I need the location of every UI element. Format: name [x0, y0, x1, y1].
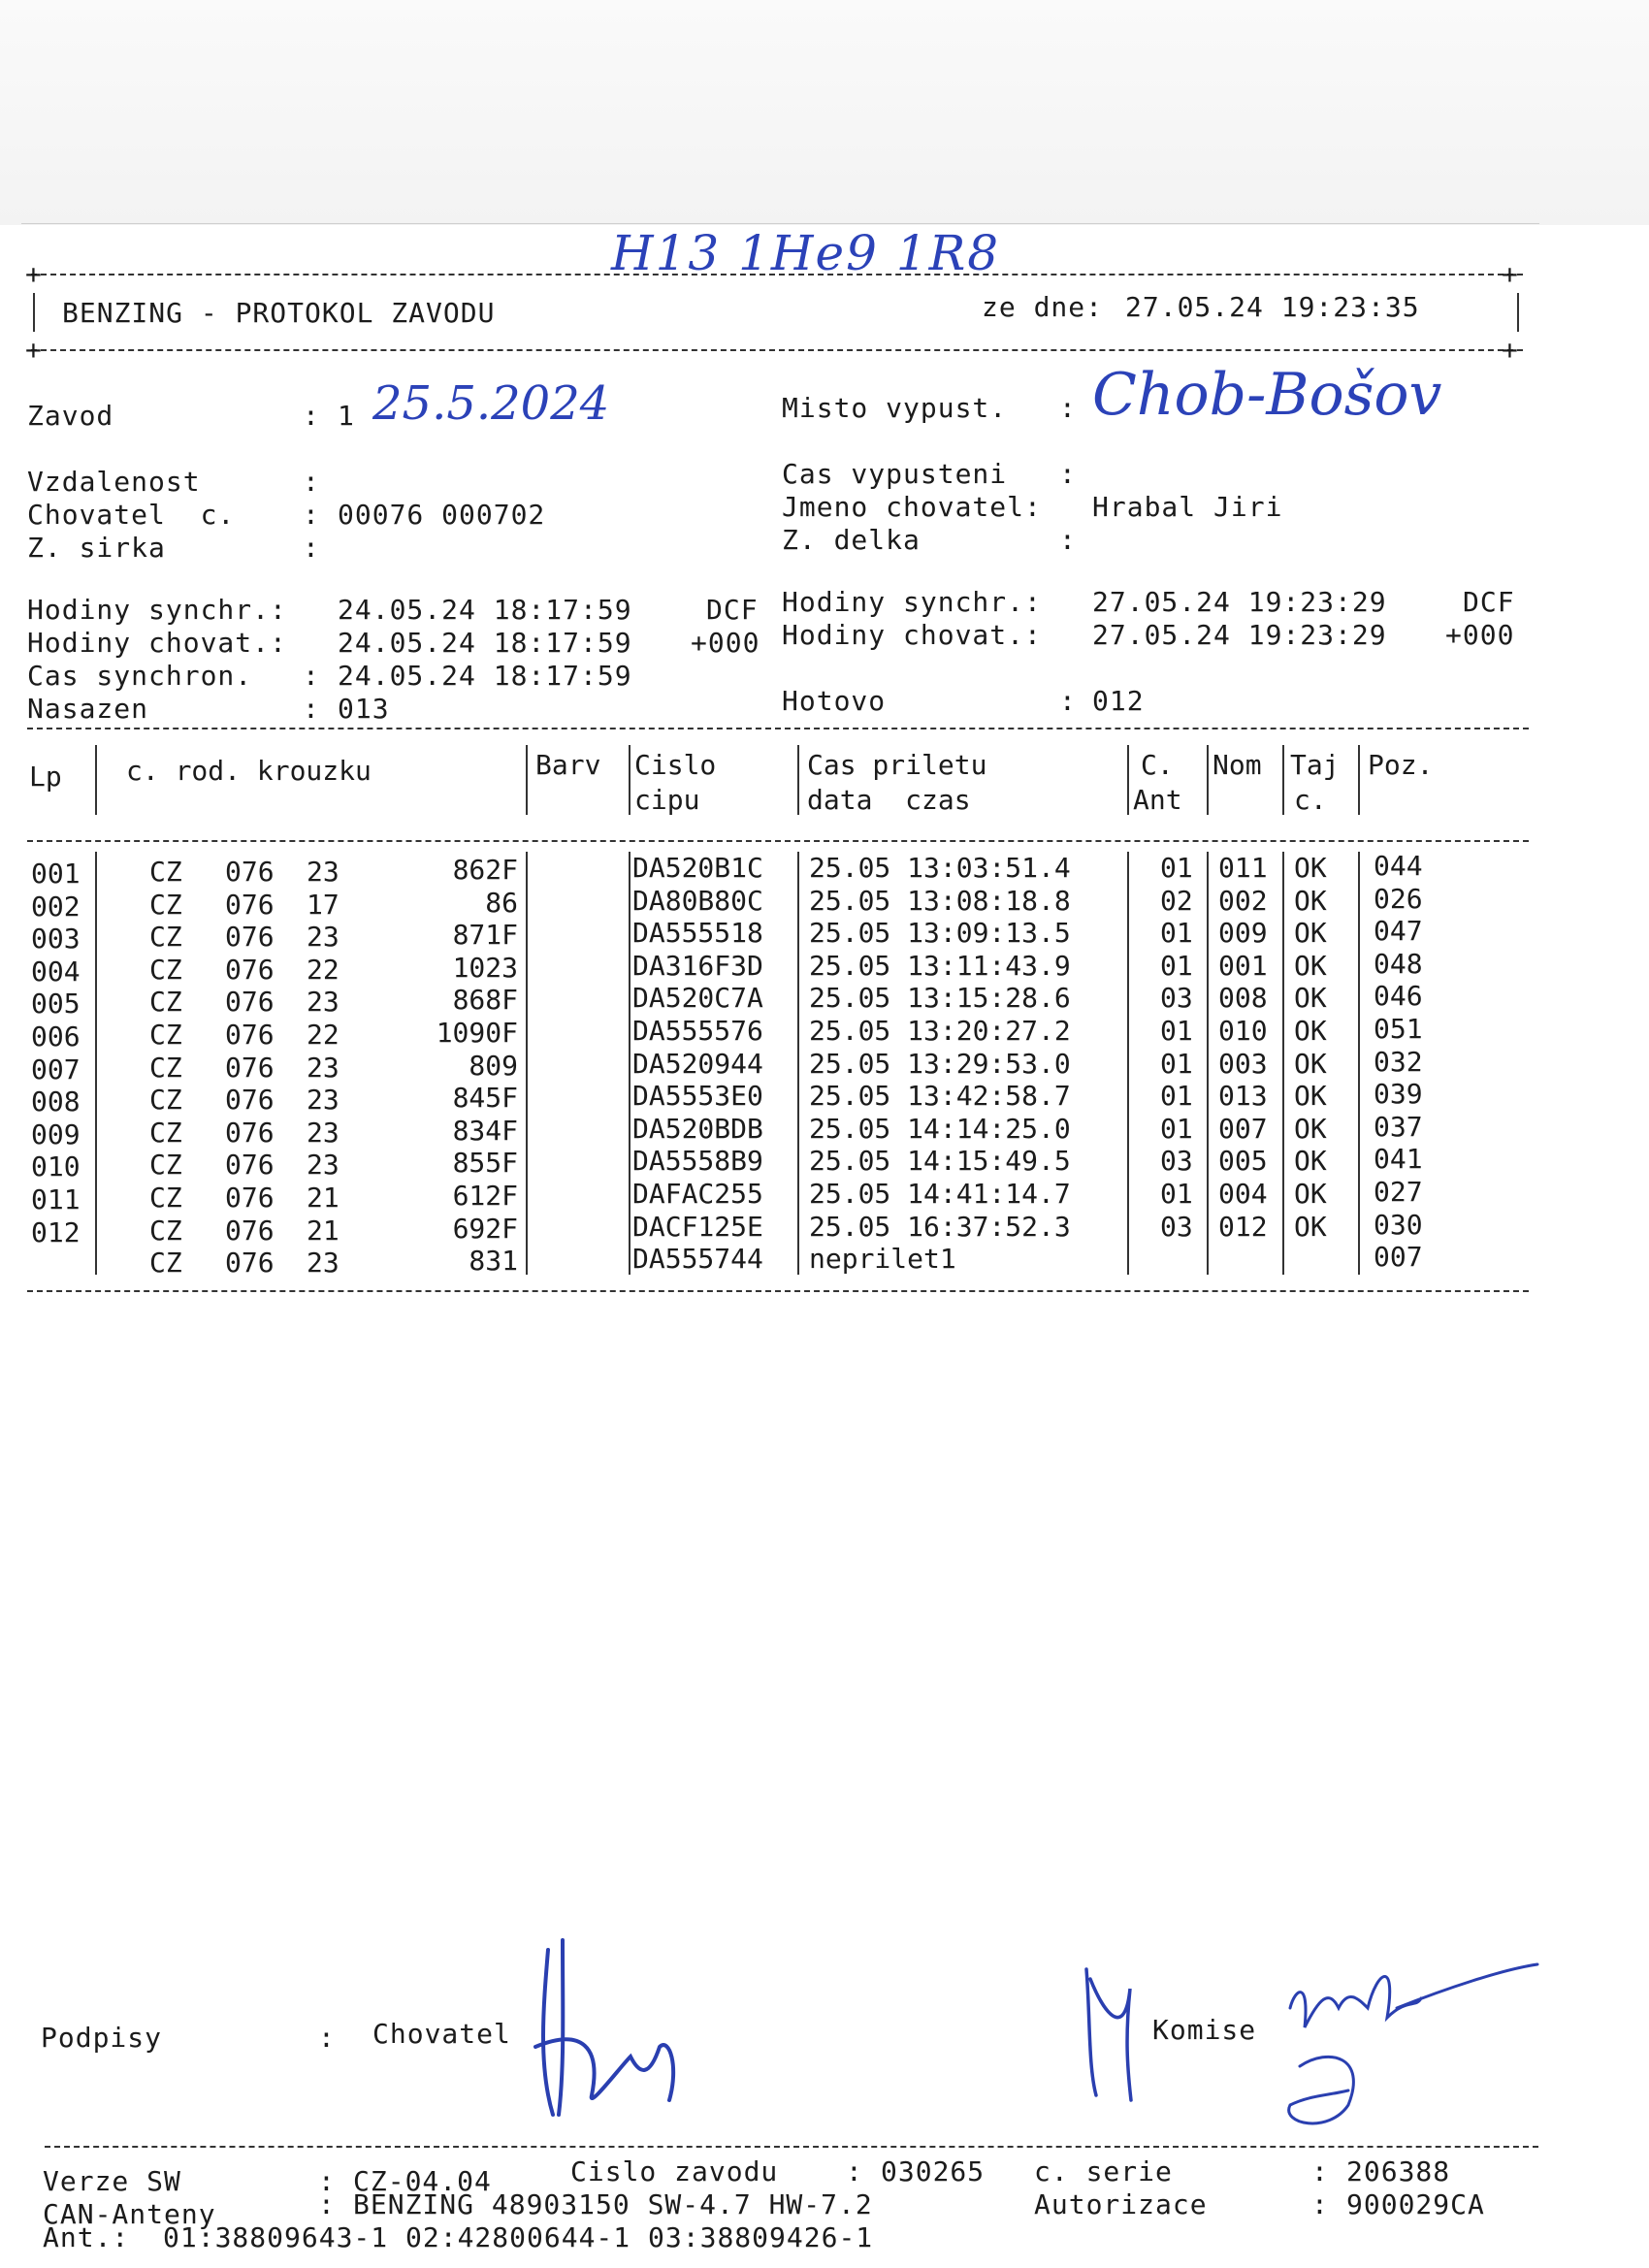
row-ring: 831 [469, 1245, 518, 1277]
row-poz: 041 [1374, 1143, 1423, 1175]
row-ring: 871F [452, 919, 518, 951]
header-lp: Lp [29, 761, 62, 793]
zsirka-colon: : [303, 532, 320, 564]
ant-label: Ant.: [43, 2221, 130, 2253]
row-ant: 01 [1160, 950, 1193, 982]
row-country: CZ [149, 1084, 182, 1116]
nasazen-value: 013 [338, 693, 390, 725]
row-lp: 007 [31, 1053, 81, 1085]
table-col-sep-2 [526, 745, 528, 815]
row-ring: 862F [452, 854, 518, 886]
row-ant: 01 [1160, 1015, 1193, 1047]
row-ant: 02 [1160, 885, 1193, 917]
misto-label: Misto vypust. [782, 392, 1008, 424]
row-poz: 030 [1374, 1209, 1423, 1241]
commission-signature [1251, 1950, 1552, 2144]
row-time: 25.05 13:08:18.8 [809, 885, 1071, 917]
header-taj2: c. [1294, 784, 1327, 816]
table-col-sep-5 [1127, 745, 1129, 815]
table-rule-2 [27, 840, 1529, 842]
row-time: neprilet1 [809, 1243, 956, 1275]
nasazen-colon: : [303, 693, 320, 725]
right-chovat-label: Hodiny chovat.: [782, 619, 1042, 651]
header-chip1: Cislo [634, 749, 717, 781]
podpisy-colon: : [318, 2022, 336, 2054]
row-org: 076 [225, 1019, 275, 1051]
table-col-sep-body-7 [1282, 852, 1284, 1275]
ant-value: 01:38809643-1 02:42800644-1 03:38809426-1 [163, 2221, 874, 2253]
misto-value: Chob-Bošov [1092, 361, 1442, 429]
row-taj: OK [1294, 917, 1327, 949]
header-poz: Poz. [1368, 749, 1434, 781]
row-time: 25.05 13:11:43.9 [809, 950, 1071, 982]
cas-vypusteni-label: Cas vypusteni [782, 458, 1008, 490]
row-year: 23 [307, 1247, 340, 1279]
row-ant: 01 [1160, 917, 1193, 949]
chovatel-colon: : [303, 499, 320, 531]
header-ant2: Ant [1133, 784, 1182, 816]
vzdalenost-label: Vzdalenost [27, 466, 201, 498]
autorizace-label: Autorizace [1034, 2188, 1208, 2220]
row-year: 23 [307, 1052, 340, 1084]
row-year: 21 [307, 1215, 340, 1247]
row-lp: 012 [31, 1216, 81, 1248]
row-time: 25.05 13:15:28.6 [809, 982, 1071, 1014]
row-ring: 692F [452, 1213, 518, 1245]
vzdalenost-colon: : [303, 466, 320, 498]
row-org: 076 [225, 1084, 275, 1116]
row-lp: 002 [31, 891, 81, 923]
row-org: 076 [225, 1052, 275, 1084]
table-col-sep-body-5 [1127, 852, 1129, 1275]
row-chip: DA555744 [632, 1243, 763, 1275]
row-country: CZ [149, 1149, 182, 1181]
row-chip: DA520C7A [632, 982, 763, 1014]
zavod-value: 1 [338, 400, 355, 432]
row-chip: DA520944 [632, 1048, 763, 1080]
left-chovat-label: Hodiny chovat.: [27, 627, 287, 659]
row-year: 23 [307, 1149, 340, 1181]
can-colon: : [318, 2188, 336, 2220]
autorizace-value: 900029CA [1346, 2188, 1485, 2220]
left-synchr-value: 24.05.24 18:17:59 [338, 594, 632, 626]
row-country: CZ [149, 1247, 182, 1279]
hotovo-value: 012 [1092, 685, 1145, 717]
header-ant1: C. [1141, 749, 1174, 781]
row-time: 25.05 14:15:49.5 [809, 1145, 1071, 1177]
row-chip: DA5558B9 [632, 1145, 763, 1177]
row-ring: 1090F [436, 1017, 518, 1049]
verze-value: CZ-04.04 [353, 2165, 492, 2197]
right-synchr-tag: DCF [1463, 586, 1515, 618]
cas-vypusteni-colon: : [1059, 458, 1077, 490]
row-lp: 010 [31, 1150, 81, 1183]
row-country: CZ [149, 889, 182, 921]
table-col-sep-4 [797, 745, 799, 815]
report-date-value: 27.05.24 19:23:35 [1125, 291, 1420, 323]
row-ring: 809 [469, 1050, 518, 1082]
cislo-label: Cislo zavodu [570, 2155, 779, 2187]
table-col-sep-body-3 [629, 852, 630, 1275]
row-org: 076 [225, 1149, 275, 1181]
header-bottom-rule [31, 349, 1523, 351]
row-country: CZ [149, 1019, 182, 1051]
row-nom: 010 [1218, 1015, 1268, 1047]
row-org: 076 [225, 1182, 275, 1214]
row-country: CZ [149, 1182, 182, 1214]
serie-label: c. serie [1034, 2155, 1173, 2187]
row-nom: 003 [1218, 1048, 1268, 1080]
row-org: 076 [225, 921, 275, 953]
row-time: 25.05 13:42:58.7 [809, 1080, 1071, 1112]
row-ring: 855F [452, 1147, 518, 1179]
row-org: 076 [225, 1247, 275, 1279]
header-top-rule [31, 274, 1523, 275]
header-right-bar [1517, 293, 1519, 332]
row-year: 22 [307, 1019, 340, 1051]
row-nom: 005 [1218, 1145, 1268, 1177]
header-plus-tl: + [25, 258, 43, 290]
row-poz: 032 [1374, 1046, 1423, 1078]
row-time: 25.05 13:29:53.0 [809, 1048, 1071, 1080]
komise-label: Komise [1152, 2014, 1257, 2046]
podpisy-label: Podpisy [41, 2022, 163, 2054]
row-country: CZ [149, 954, 182, 986]
row-country: CZ [149, 986, 182, 1018]
row-nom: 011 [1218, 852, 1268, 884]
sheet-edge [21, 223, 1539, 224]
row-taj: OK [1294, 1178, 1327, 1210]
header-barv: Barv [535, 749, 601, 781]
zdelka-colon: : [1059, 524, 1077, 556]
row-nom: 004 [1218, 1178, 1268, 1210]
table-col-sep-body-4 [797, 852, 799, 1275]
cislo-value: 030265 [881, 2155, 986, 2187]
row-year: 23 [307, 921, 340, 953]
row-ant: 03 [1160, 1211, 1193, 1243]
misto-colon: : [1059, 392, 1077, 424]
zsirka-label: Z. sirka [27, 532, 166, 564]
row-ring: 834F [452, 1115, 518, 1147]
row-lp: 005 [31, 988, 81, 1020]
hotovo-colon: : [1059, 685, 1077, 717]
chovatel-value: 00076 000702 [338, 499, 546, 531]
row-ring: 868F [452, 984, 518, 1016]
row-year: 23 [307, 1117, 340, 1149]
verze-colon: : [318, 2165, 336, 2197]
row-time: 25.05 14:14:25.0 [809, 1113, 1071, 1145]
header-plus-br: + [1502, 334, 1519, 366]
table-col-sep-7 [1282, 745, 1284, 815]
row-time: 25.05 13:09:13.5 [809, 917, 1071, 949]
footer-rule [45, 2146, 1538, 2148]
serie-value: 206388 [1346, 2155, 1451, 2187]
left-synchr-label: Hodiny synchr.: [27, 594, 287, 626]
row-country: CZ [149, 1052, 182, 1084]
row-chip: DA555576 [632, 1015, 763, 1047]
row-lp: 004 [31, 956, 81, 988]
row-chip: DA520B1C [632, 852, 763, 884]
row-country: CZ [149, 1117, 182, 1149]
row-nom: 012 [1218, 1211, 1268, 1243]
row-poz: 048 [1374, 948, 1423, 980]
row-poz: 047 [1374, 915, 1423, 947]
table-col-sep-8 [1358, 745, 1360, 815]
jmeno-value: Hrabal Jiri [1092, 491, 1283, 523]
table-col-sep-3 [629, 745, 630, 815]
row-year: 23 [307, 856, 340, 888]
row-ant: 01 [1160, 852, 1193, 884]
row-org: 076 [225, 1215, 275, 1247]
right-synchr-label: Hodiny synchr.: [782, 586, 1042, 618]
row-lp: 008 [31, 1085, 81, 1118]
table-col-sep-6 [1207, 745, 1209, 815]
row-chip: DACF125E [632, 1211, 763, 1243]
header-nom: Nom [1212, 749, 1262, 781]
cas-synchron-value: 24.05.24 18:17:59 [338, 660, 632, 692]
row-year: 22 [307, 954, 340, 986]
row-nom: 002 [1218, 885, 1268, 917]
row-time: 25.05 13:20:27.2 [809, 1015, 1071, 1047]
zavod-handwritten-date: 25.5.2024 [372, 376, 610, 431]
left-synchr-tag: DCF [706, 594, 759, 626]
row-year: 23 [307, 986, 340, 1018]
row-chip: DAFAC255 [632, 1178, 763, 1210]
row-taj: OK [1294, 1048, 1327, 1080]
row-poz: 051 [1374, 1013, 1423, 1045]
row-chip: DA80B80C [632, 885, 763, 917]
right-chovat-value: 27.05.24 19:23:29 [1092, 619, 1387, 651]
row-poz: 027 [1374, 1176, 1423, 1208]
jmeno-label: Jmeno chovatel: [782, 491, 1042, 523]
zavod-colon: : [303, 400, 320, 432]
row-chip: DA316F3D [632, 950, 763, 982]
row-poz: 026 [1374, 883, 1423, 915]
header-time2: data czas [807, 784, 971, 816]
row-lp: 006 [31, 1021, 81, 1053]
row-poz: 037 [1374, 1111, 1423, 1143]
row-poz: 007 [1374, 1241, 1423, 1273]
can-label: CAN-Anteny [43, 2198, 216, 2230]
row-lp: 011 [31, 1183, 81, 1215]
row-taj: OK [1294, 852, 1327, 884]
row-country: CZ [149, 856, 182, 888]
row-time: 25.05 16:37:52.3 [809, 1211, 1071, 1243]
row-org: 076 [225, 889, 275, 921]
header-chip2: cipu [634, 784, 700, 816]
row-org: 076 [225, 856, 275, 888]
row-country: CZ [149, 1215, 182, 1247]
row-nom: 007 [1218, 1113, 1268, 1145]
row-taj: OK [1294, 1113, 1327, 1145]
table-rule-3 [27, 1290, 1529, 1292]
table-col-sep-body-1 [95, 852, 97, 1275]
table-rule-1 [27, 728, 1529, 729]
can-value: BENZING 48903150 SW-4.7 HW-7.2 [353, 2188, 873, 2220]
row-lp: 009 [31, 1118, 81, 1150]
row-ring: 845F [452, 1082, 518, 1114]
row-org: 076 [225, 954, 275, 986]
row-org: 076 [225, 986, 275, 1018]
hotovo-label: Hotovo [782, 685, 887, 717]
row-poz: 046 [1374, 980, 1423, 1012]
chovatel-sign-label: Chovatel [372, 2018, 511, 2050]
commission-mark-signature [1077, 1960, 1145, 2105]
row-ant: 03 [1160, 1145, 1193, 1177]
row-ring: 86 [485, 887, 518, 919]
header-taj1: Taj [1290, 749, 1340, 781]
row-taj: OK [1294, 950, 1327, 982]
serie-colon: : [1311, 2155, 1329, 2187]
header-time1: Cas priletu [807, 749, 987, 781]
row-ant: 01 [1160, 1113, 1193, 1145]
header-plus-bl: + [25, 334, 43, 366]
zdelka-label: Z. delka [782, 524, 921, 556]
row-taj: OK [1294, 1080, 1327, 1112]
table-col-sep-body-8 [1358, 852, 1360, 1275]
row-ant: 03 [1160, 982, 1193, 1014]
cas-synchron-colon: : [303, 660, 320, 692]
row-poz: 039 [1374, 1078, 1423, 1110]
row-taj: OK [1294, 1211, 1327, 1243]
row-poz: 044 [1374, 850, 1423, 882]
table-col-sep-body-2 [526, 852, 528, 1275]
row-taj: OK [1294, 885, 1327, 917]
table-col-sep-1 [95, 745, 97, 815]
row-taj: OK [1294, 1015, 1327, 1047]
row-ring: 1023 [452, 952, 518, 984]
table-col-sep-body-6 [1207, 852, 1209, 1275]
autorizace-colon: : [1311, 2188, 1329, 2220]
row-ring: 612F [452, 1180, 518, 1212]
header-left-bar [33, 293, 35, 332]
row-year: 23 [307, 1084, 340, 1116]
protocol-title: BENZING - PROTOKOL ZAVODU [62, 297, 496, 329]
nasazen-label: Nasazen [27, 693, 149, 725]
row-ant: 01 [1160, 1048, 1193, 1080]
row-lp: 003 [31, 923, 81, 955]
row-nom: 008 [1218, 982, 1268, 1014]
row-ant: 01 [1160, 1178, 1193, 1210]
row-chip: DA555518 [632, 917, 763, 949]
report-date-label: ze dne: [982, 291, 1104, 323]
row-org: 076 [225, 1117, 275, 1149]
right-synchr-value: 27.05.24 19:23:29 [1092, 586, 1387, 618]
row-taj: OK [1294, 982, 1327, 1014]
row-time: 25.05 14:41:14.7 [809, 1178, 1071, 1210]
chovatel-label: Chovatel c. [27, 499, 236, 531]
row-nom: 001 [1218, 950, 1268, 982]
cas-synchron-label: Cas synchron. [27, 660, 253, 692]
breeder-signature [524, 1930, 698, 2124]
verze-label: Verze SW [43, 2165, 181, 2197]
header-plus-tr: + [1502, 258, 1519, 290]
row-chip: DA520BDB [632, 1113, 763, 1145]
row-lp: 001 [31, 858, 81, 890]
row-country: CZ [149, 921, 182, 953]
row-ant: 01 [1160, 1080, 1193, 1112]
zavod-label: Zavod [27, 400, 114, 432]
row-year: 21 [307, 1182, 340, 1214]
left-chovat-tag: +000 [691, 627, 760, 659]
row-chip: DA5553E0 [632, 1080, 763, 1112]
row-nom: 013 [1218, 1080, 1268, 1112]
header-ring: c. rod. krouzku [126, 755, 372, 787]
cislo-colon: : [846, 2155, 863, 2187]
handwritten-code: H13 1He9 1R8 [611, 225, 1001, 281]
right-chovat-tag: +000 [1445, 619, 1515, 651]
row-year: 17 [307, 889, 340, 921]
left-chovat-value: 24.05.24 18:17:59 [338, 627, 632, 659]
row-taj: OK [1294, 1145, 1327, 1177]
row-nom: 009 [1218, 917, 1268, 949]
scan-top-margin [0, 0, 1649, 225]
row-time: 25.05 13:03:51.4 [809, 852, 1071, 884]
